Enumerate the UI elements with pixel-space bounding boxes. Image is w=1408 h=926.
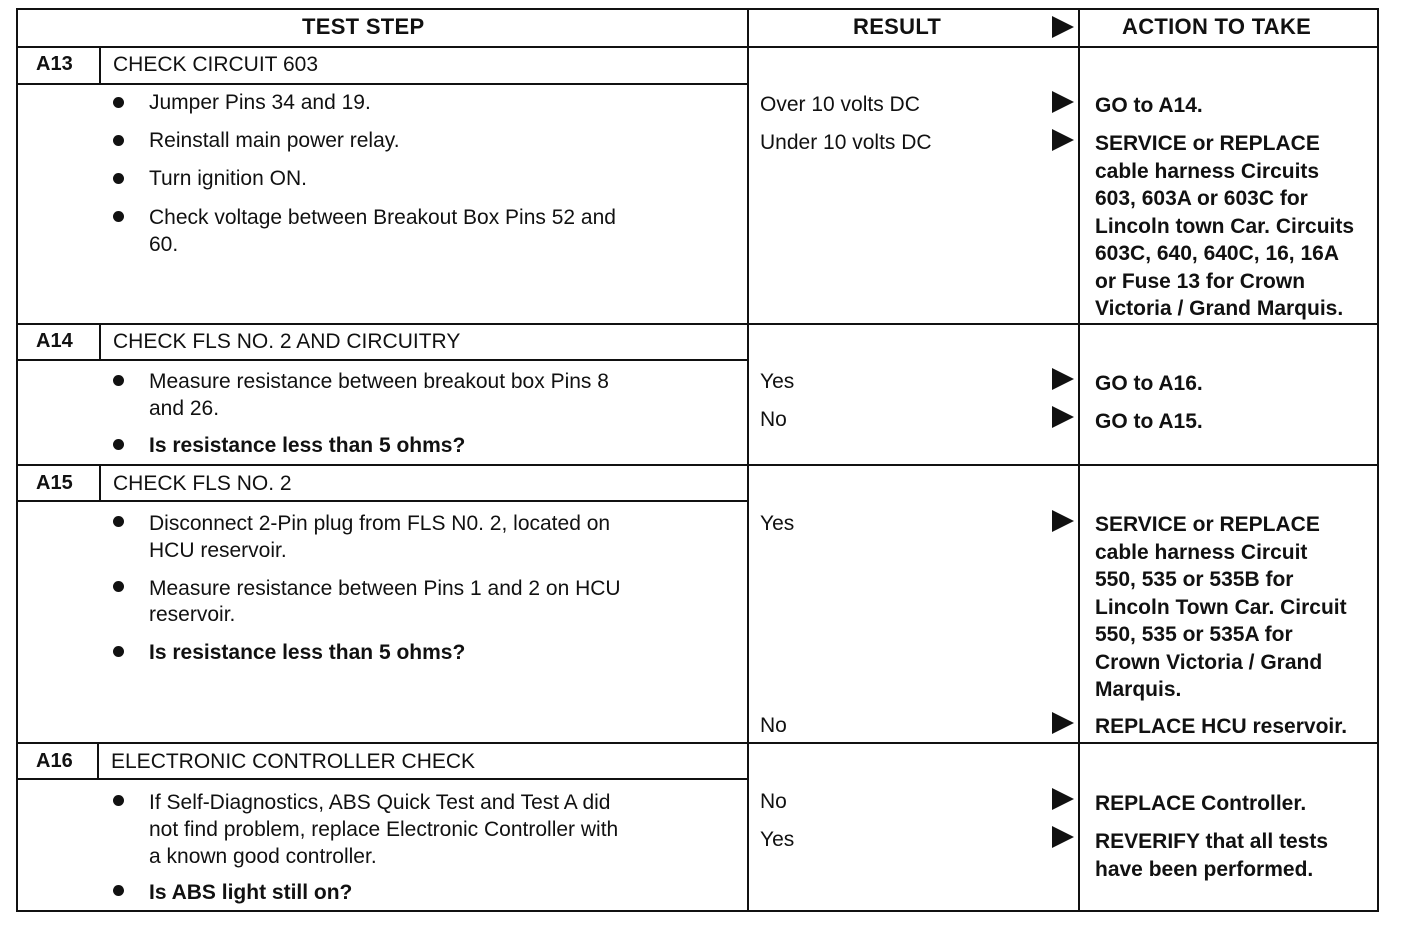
bullet-icon xyxy=(113,581,124,592)
bullet-icon xyxy=(113,885,124,896)
a13-title-bottom-border xyxy=(16,83,748,85)
table-right-border xyxy=(1377,8,1379,912)
a15-instruction-2-line-2: reservoir. xyxy=(149,603,236,626)
step-id-a16: A16 xyxy=(36,750,73,772)
result-column-divider xyxy=(747,8,749,912)
a16-question: Is ABS light still on? xyxy=(149,881,353,904)
a13-action-2-line-5: 603C, 640, 640C, 16, 16A xyxy=(1095,242,1340,265)
step-title-a13: CHECK CIRCUIT 603 xyxy=(113,53,318,76)
a15-action-yes-line-5: 550, 535 or 535A for xyxy=(1095,623,1293,646)
a15-instruction-2-line-1: Measure resistance between Pins 1 and 2 on HCU xyxy=(149,577,621,600)
bullet-icon xyxy=(113,439,124,450)
header-result: RESULT xyxy=(853,14,942,39)
bullet-icon xyxy=(113,211,124,222)
a13-action-2-line-1: SERVICE or REPLACE xyxy=(1095,132,1320,155)
bullet-icon xyxy=(113,646,124,657)
bullet-icon xyxy=(113,97,124,108)
bullet-icon xyxy=(113,795,124,806)
a13-action-2-line-2: cable harness Circuits xyxy=(1095,159,1320,183)
action-suffix: . xyxy=(1196,94,1203,117)
header-test-step: TEST STEP xyxy=(302,14,425,39)
a16-instruction-1-line-1: If Self-Diagnostics, ABS Quick Test and Test A did xyxy=(149,791,611,814)
header-bottom-border xyxy=(16,46,1379,48)
header-action-to-take: ACTION TO TAKE xyxy=(1122,14,1312,39)
a15-action-yes-line-4: Lincoln Town Car. Circuit xyxy=(1095,595,1347,619)
action-target: A15 xyxy=(1158,410,1197,433)
a14-result-yes: Yes xyxy=(760,370,795,393)
bullet-icon xyxy=(113,375,124,386)
action-suffix: . xyxy=(1196,372,1203,395)
a14-id-divider xyxy=(99,323,101,361)
a16-action-yes-line-1: REVERIFY that all tests xyxy=(1095,830,1329,853)
a15-question: Is resistance less than 5 ohms? xyxy=(149,641,466,664)
result-arrow-icon xyxy=(1052,788,1074,810)
action-prefix: GO to xyxy=(1095,372,1159,395)
step-title-a16: ELECTRONIC CONTROLLER CHECK xyxy=(111,750,476,773)
a16-id-divider xyxy=(97,742,99,780)
a13-action-2-line-7: Victoria / Grand Marquis. xyxy=(1095,297,1344,320)
a15-result-yes: Yes xyxy=(760,512,795,535)
a14-title-bottom-border xyxy=(16,359,748,361)
a15-action-yes-line-1: SERVICE or REPLACE xyxy=(1095,513,1320,536)
a14-action-yes xyxy=(1095,370,1203,398)
a15-id-divider xyxy=(99,464,101,502)
result-arrow-icon xyxy=(1052,510,1074,532)
bullet-icon xyxy=(113,135,124,146)
a14-instruction-1-line-2: and 26. xyxy=(149,397,220,420)
action-target: A14 xyxy=(1158,94,1197,117)
a16-action-yes-line-2: have been performed. xyxy=(1095,857,1314,881)
a13-action-2-line-3: 603, 603A or 603C for xyxy=(1095,187,1308,210)
a15-title-bottom-border xyxy=(16,500,748,502)
a15-action-no: REPLACE HCU reservoir. xyxy=(1095,715,1348,738)
action-prefix: GO to xyxy=(1095,410,1159,433)
a13-instruction-1: Jumper Pins 34 and 19. xyxy=(149,91,371,114)
a13-action-2-line-6: or Fuse 13 for Crown xyxy=(1095,269,1306,293)
table-top-border xyxy=(16,8,1379,10)
a16-result-yes: Yes xyxy=(760,828,795,851)
a15-instruction-1-line-1: Disconnect 2-Pin plug from FLS N0. 2, located on xyxy=(149,512,611,535)
a16-instruction-1-line-2: not find problem, replace Electronic Controller with xyxy=(149,818,619,841)
table-left-border xyxy=(16,8,18,912)
a15-action-yes-line-2: cable harness Circuit xyxy=(1095,540,1308,564)
a14-bottom-border xyxy=(16,464,1379,466)
a14-action-no xyxy=(1095,408,1203,436)
a13-id-divider xyxy=(99,46,101,84)
action-prefix: GO to xyxy=(1095,94,1159,117)
a13-result-2: Under 10 volts DC xyxy=(760,131,932,154)
action-column-divider xyxy=(1078,8,1080,912)
a13-action-1 xyxy=(1095,92,1203,120)
a15-instruction-1-line-2: HCU reservoir. xyxy=(149,539,287,562)
a14-instruction-1-line-1: Measure resistance between breakout box Pins 8 xyxy=(149,370,609,393)
a13-instruction-4-line-2: 60. xyxy=(149,233,179,256)
a15-bottom-border xyxy=(16,742,1379,744)
a13-bottom-border xyxy=(16,323,1379,325)
bullet-icon xyxy=(113,516,124,527)
step-title-a14: CHECK FLS NO. 2 AND CIRCUITRY xyxy=(113,330,461,353)
a16-instruction-1-line-3: a known good controller. xyxy=(149,845,377,868)
a14-result-no: No xyxy=(760,408,787,431)
a16-action-no: REPLACE Controller. xyxy=(1095,792,1307,815)
a15-action-yes-line-6: Crown Victoria / Grand xyxy=(1095,650,1323,674)
result-arrow-icon xyxy=(1052,712,1074,734)
a13-instruction-4-line-1: Check voltage between Breakout Box Pins 52 and xyxy=(149,206,616,229)
a14-question: Is resistance less than 5 ohms? xyxy=(149,434,466,457)
step-id-a13: A13 xyxy=(36,53,73,75)
a16-result-no: No xyxy=(760,790,787,813)
a13-instruction-2: Reinstall main power relay. xyxy=(149,129,400,152)
result-arrow-icon xyxy=(1052,368,1074,390)
a13-instruction-3: Turn ignition ON. xyxy=(149,167,307,190)
a15-action-yes-line-3: 550, 535 or 535B for xyxy=(1095,568,1294,591)
action-target: A16 xyxy=(1158,372,1197,395)
a13-result-1: Over 10 volts DC xyxy=(760,93,920,116)
result-arrow-icon xyxy=(1052,129,1074,151)
a16-title-bottom-border xyxy=(16,778,748,780)
result-arrow-icon xyxy=(1052,406,1074,428)
step-id-a14: A14 xyxy=(36,330,73,352)
a15-result-no: No xyxy=(760,714,787,737)
step-id-a15: A15 xyxy=(36,472,73,494)
table-bottom-border xyxy=(16,910,1379,912)
bullet-icon xyxy=(113,173,124,184)
result-arrow-icon xyxy=(1052,91,1074,113)
result-arrow-icon xyxy=(1052,826,1074,848)
action-suffix: . xyxy=(1196,410,1203,433)
a15-action-yes-line-7: Marquis. xyxy=(1095,678,1182,701)
a13-action-2-line-4: Lincoln town Car. Circuits xyxy=(1095,214,1355,238)
header-arrow-icon xyxy=(1052,16,1074,38)
step-title-a15: CHECK FLS NO. 2 xyxy=(113,472,292,495)
